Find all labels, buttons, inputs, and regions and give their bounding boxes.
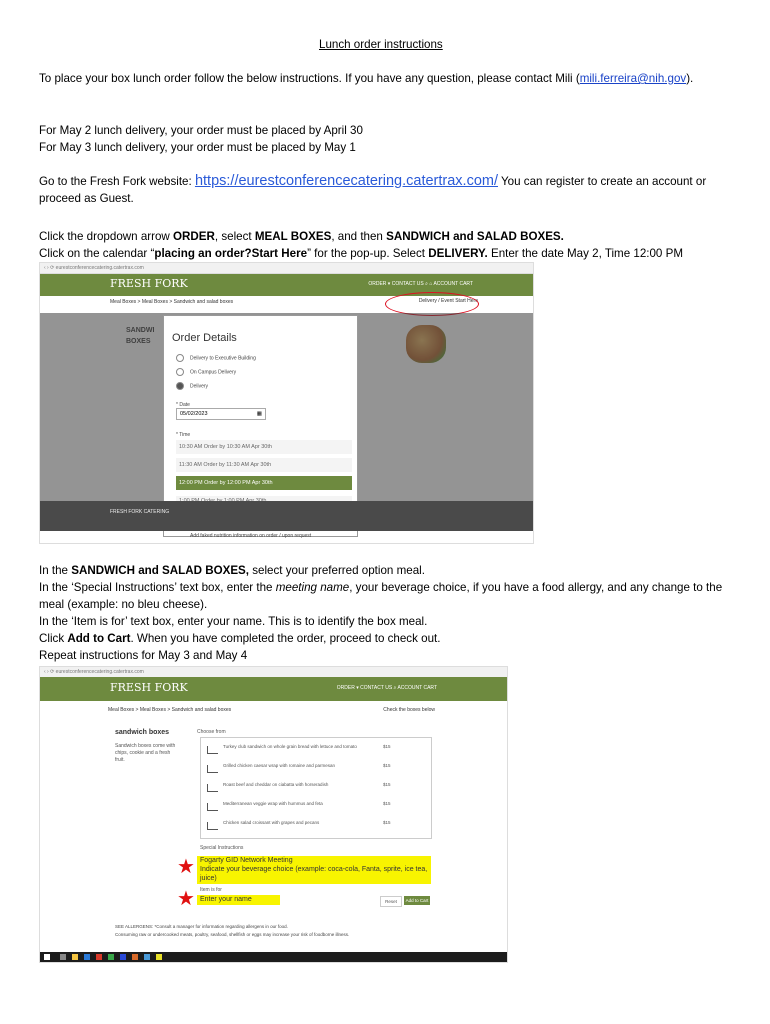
time-slot-selected[interactable]: 12:00 PM Order by 12:00 PM Apr 30th	[176, 476, 352, 490]
special-instructions-input[interactable]: Fogarty GID Network Meeting Indicate your beverage choice (example: coca-cola, Fanta, sprite, ice tea, juice)	[197, 856, 431, 884]
radio-icon	[176, 368, 184, 376]
step1-text: Click the dropdown arrow	[39, 230, 174, 243]
option-name: Roast beef and cheddar on ciabatta with horseradish	[223, 782, 329, 787]
item-is-for-input[interactable]: Enter your name	[197, 895, 280, 905]
step2-line1	[39, 562, 739, 579]
website-link[interactable]: https://eurestconferencecatering.catertrax.com/	[194, 173, 498, 189]
options-box	[200, 737, 432, 839]
radio-label: Delivery	[190, 383, 209, 390]
nutrition-caption: Add faked nutrition information on order / upon request	[190, 533, 312, 539]
intro-paragraph	[39, 70, 739, 87]
radio-label: Delivery to Executive Building	[190, 355, 256, 362]
option-price: $15	[383, 820, 391, 825]
step2-text: In the ‘Special Instructions’ text box, enter the	[39, 581, 276, 594]
step2-sandwich: SANDWICH and SALAD BOXES,	[71, 564, 250, 577]
date-value: 05/02/2023	[180, 411, 208, 417]
site-footer	[40, 501, 533, 531]
allergen-notes: SEE ALLERGENS: *Consult a manager for information regarding allergens in our food. Consuming raw or undercooked meats, poultry, seafood, shellfish or eggs may increase your risk of foodborne illness.	[115, 924, 350, 937]
option-price: $15	[383, 782, 391, 787]
time-slot[interactable]: 10:30 AM Order by 10:30 AM Apr 30th	[176, 440, 352, 454]
step1-text: , select	[214, 230, 255, 243]
edge-icon[interactable]	[84, 954, 90, 960]
step1-sandwich: SANDWICH and SALAD BOXES.	[386, 230, 564, 243]
step2-text: In the	[39, 564, 72, 577]
excel-icon[interactable]	[108, 954, 114, 960]
option-name: Mediterranean veggie wrap with hummus and feta	[223, 801, 323, 806]
step2-text: , your beverage choice, if you have a food allergy, and any change to the meal (example: no bleu cheese).	[39, 581, 723, 611]
powerpoint-icon[interactable]	[132, 954, 138, 960]
radio-on-campus[interactable]	[176, 368, 236, 376]
special-instructions-label: Special Instructions	[200, 845, 244, 851]
outlook-icon[interactable]	[144, 954, 150, 960]
step2-line4	[39, 630, 739, 647]
site-nav: ORDER ▾ CONTACT US ⌕ ACCOUNT CART	[336, 685, 437, 691]
browser-address-bar: ‹ › ⟳ eurestconferencecatering.catertrax.com	[40, 667, 507, 678]
date-input[interactable]	[176, 408, 266, 420]
contact-email-link[interactable]: mili.ferreira@nih.gov	[579, 72, 687, 85]
windows-taskbar	[40, 952, 507, 962]
fresh-fork-logo: FRESH FORK	[110, 681, 188, 694]
step1-delivery: DELIVERY.	[428, 247, 488, 260]
sandwich-boxes-screenshot	[39, 666, 508, 963]
step1-line1	[39, 228, 739, 245]
step1-text: ” for the pop-up. Select	[307, 247, 429, 260]
order-details-screenshot	[39, 262, 534, 544]
checkbox-icon[interactable]	[207, 822, 218, 830]
radio-label: On Campus Delivery	[190, 369, 237, 376]
radio-icon	[176, 354, 184, 362]
intro-text: To place your box lunch order follow the below instructions. If you have any question, please contact Mili (	[39, 72, 580, 85]
item-is-for-label: Item is for	[200, 887, 222, 893]
step1-mealboxes: MEAL BOXES	[254, 230, 332, 243]
reset-button[interactable]: Reset	[380, 896, 402, 907]
date-label: * Date	[176, 402, 190, 408]
step2-line3: In the ‘Item is for’ text box, enter your name. This is to identify the box meal.	[39, 615, 428, 628]
option-price: $15	[383, 744, 391, 749]
search-icon[interactable]	[60, 954, 66, 960]
start-here-link[interactable]: Delivery / Event Start Here	[418, 298, 478, 304]
step2-addcart: Add to Cart	[67, 632, 131, 645]
option-name: Turkey club sandwich on whole grain bread with lettuce and tomato	[223, 744, 357, 749]
radio-icon	[176, 382, 184, 390]
section-description: Sandwich boxes come with chips, cookie and a fresh fruit.	[115, 743, 176, 763]
step1-placing: placing an order?Start Here	[154, 247, 308, 260]
option-name: Grilled chicken caesar wrap with romaine and parmesan	[223, 763, 336, 768]
time-slot[interactable]: 11:30 AM Order by 11:30 AM Apr 30th	[176, 458, 352, 472]
calendar-icon[interactable]: ▦	[256, 411, 262, 417]
step1-line2	[39, 245, 739, 262]
checkbox-icon[interactable]	[207, 765, 218, 773]
checkbox-icon[interactable]	[207, 803, 218, 811]
menu-option[interactable]	[205, 801, 427, 815]
menu-option[interactable]	[205, 820, 427, 834]
site-header	[40, 677, 507, 701]
star-icon: ★	[177, 856, 195, 878]
app-icon[interactable]	[96, 954, 102, 960]
windows-start-icon[interactable]	[44, 954, 50, 960]
breadcrumb-right: Check the boxes below	[383, 707, 435, 713]
step2-meeting: meeting name	[275, 581, 350, 594]
step2-line2	[39, 579, 739, 613]
page-title: Lunch order instructions	[319, 38, 443, 51]
intro-end: ).	[686, 72, 694, 85]
step2-text: Click	[39, 632, 68, 645]
menu-option[interactable]	[205, 744, 427, 758]
time-label: * Time	[176, 432, 191, 438]
website-suffix: You can register to create an account or proceed as Guest.	[39, 175, 707, 205]
checkbox-icon[interactable]	[207, 784, 218, 792]
step1-text: , and then	[331, 230, 387, 243]
fresh-fork-logo: FRESH FORK	[110, 277, 188, 290]
chrome-icon[interactable]	[156, 954, 162, 960]
option-name: Chicken salad croissant with grapes and pecans	[223, 820, 320, 825]
breadcrumb: Meal Boxes > Meal Boxes > Sandwich and salad boxes	[108, 707, 232, 713]
site-nav: ORDER ▾ CONTACT US ⌕ ⌂ ACCOUNT CART	[368, 281, 473, 287]
menu-option[interactable]	[205, 782, 427, 796]
add-to-cart-button[interactable]: Add to Cart	[405, 898, 429, 903]
radio-executive-building[interactable]	[176, 354, 256, 362]
step1-order: ORDER	[173, 230, 215, 243]
browser-address-bar: ‹ › ⟳ eurestconferencecatering.catertrax.com	[40, 263, 533, 274]
radio-delivery[interactable]	[176, 382, 208, 390]
deadline-may3: For May 3 lunch delivery, your order must be placed by May 1	[39, 141, 356, 154]
menu-option[interactable]	[205, 763, 427, 777]
website-paragraph	[39, 173, 739, 207]
website-prefix: Go to the Fresh Fork website:	[39, 175, 192, 188]
step2-text: select your preferred option meal.	[249, 564, 425, 577]
section-title: sandwich boxes	[115, 729, 170, 736]
star-icon: ★	[177, 888, 195, 910]
option-price: $15	[383, 801, 391, 806]
step2-text: . When you have completed the order, proceed to check out.	[130, 632, 441, 645]
modal-title: Order Details	[172, 332, 237, 344]
folder-icon[interactable]	[72, 954, 78, 960]
option-price: $15	[383, 763, 391, 768]
footer-text: FRESH FORK CATERING	[110, 509, 170, 515]
step1-text: Click on the calendar “	[39, 247, 155, 260]
site-header	[40, 274, 533, 296]
step1-text: Enter the date May 2, Time 12:00 PM	[487, 247, 683, 260]
deadline-may2: For May 2 lunch delivery, your order must be placed by April 30	[39, 124, 363, 137]
word-icon[interactable]	[120, 954, 126, 960]
breadcrumb: Meal Boxes > Meal Boxes > Sandwich and salad boxes	[110, 299, 234, 305]
choose-label: Choose from	[197, 729, 226, 735]
checkbox-icon[interactable]	[207, 746, 218, 754]
step2-line5: Repeat instructions for May 3 and May 4	[39, 649, 248, 662]
